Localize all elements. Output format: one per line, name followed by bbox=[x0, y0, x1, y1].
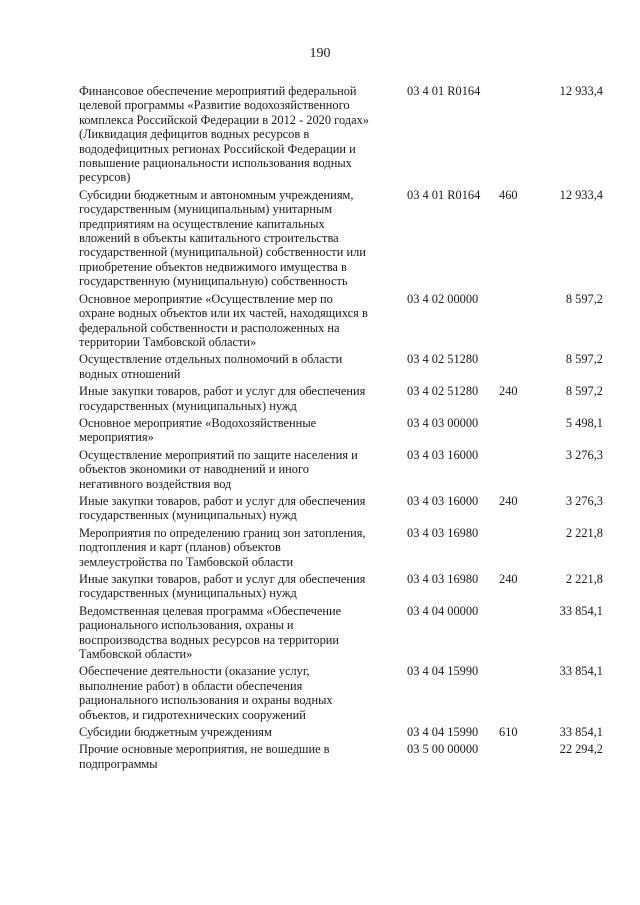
target-article-code: 03 4 03 00000 bbox=[407, 415, 479, 430]
item-name: Основное мероприятие «Водохозяйственные мероприятия» bbox=[79, 415, 317, 445]
target-article-code: 03 4 04 15990 bbox=[407, 725, 479, 740]
target-article-code: 03 4 01 R0164 bbox=[407, 187, 481, 202]
target-article-code: 03 4 03 16980 bbox=[407, 572, 479, 586]
target-article-code: 03 4 02 51280 bbox=[407, 384, 479, 399]
table-row bbox=[79, 526, 603, 569]
item-name: Иные закупки товаров, работ и услуг для обеспечения государственных (муниципальных) нужд bbox=[79, 493, 366, 523]
item-name: Осуществление мероприятий по защите населения и объектов экономики от наводнений и иного негативного воздействия вод bbox=[79, 447, 358, 491]
table-row bbox=[79, 664, 603, 722]
table-row bbox=[79, 416, 603, 445]
amount: 8 597,2 bbox=[565, 291, 603, 306]
target-article-code: 03 4 03 16980 bbox=[407, 525, 479, 540]
target-article-code: 03 4 02 00000 bbox=[407, 291, 479, 306]
item-name: Обеспечение деятельности (оказание услуг, выполнение работ) в области обеспечения рационального использования и охраны водных объектов, и гидротехнических сооружений bbox=[79, 664, 333, 722]
table-row bbox=[79, 742, 603, 771]
amount: 33 854,1 bbox=[559, 603, 603, 618]
table-row bbox=[79, 494, 603, 523]
amount: 3 276,3 bbox=[565, 447, 603, 462]
item-name: Мероприятия по определению границ зон затопления, подтопления и карт (планов) объектов землеустройства по Тамбовской области bbox=[79, 525, 366, 569]
item-name: Финансовое обеспечение мероприятий федеральной целевой программы «Развитие водохозяйственного комплекса Российской Федерации в 2012 - 2020 годах» (Ликвидация дефицитов водных ресурсов в вододефицитных регионах Российской Федерации и повышение рациональности использования водных ресурсов) bbox=[79, 84, 369, 185]
amount: 12 933,4 bbox=[559, 84, 603, 98]
table-row bbox=[79, 352, 603, 381]
target-article-code: 03 4 04 15990 bbox=[407, 664, 479, 679]
amount: 33 854,1 bbox=[559, 725, 603, 740]
target-article-code: 03 4 03 16000 bbox=[407, 493, 479, 508]
amount: 22 294,2 bbox=[559, 742, 603, 757]
expense-type-code: 240 bbox=[499, 572, 518, 586]
amount: 12 933,4 bbox=[559, 187, 603, 202]
item-name: Иные закупки товаров, работ и услуг для обеспечения государственных (муниципальных) нужд bbox=[79, 384, 366, 413]
amount: 8 597,2 bbox=[565, 384, 603, 399]
item-name: Осуществление отдельных полномочий в области водных отношений bbox=[79, 352, 343, 381]
table-row bbox=[79, 384, 603, 413]
item-name: Субсидии бюджетным и автономным учреждениям, государственным (муниципальным) унитарным предприятиям на осуществление капитальных вложений в объекты капитального строительства государственной (муниципальной) собственности или приобретение объектов недвижимого имущества в государственную (муниципальную) собственность bbox=[79, 187, 366, 289]
amount: 33 854,1 bbox=[559, 664, 603, 679]
page-number: 190 bbox=[309, 46, 331, 61]
target-article-code: 03 4 03 16000 bbox=[407, 447, 479, 462]
item-name: Иные закупки товаров, работ и услуг для обеспечения государственных (муниципальных) нужд bbox=[79, 572, 366, 601]
table-row bbox=[79, 604, 603, 662]
table-row bbox=[79, 572, 603, 601]
amount: 2 221,8 bbox=[565, 572, 603, 586]
expense-type-code: 240 bbox=[499, 493, 518, 508]
table-row bbox=[79, 188, 603, 289]
table-row bbox=[79, 292, 603, 350]
target-article-code: 03 4 02 51280 bbox=[407, 352, 479, 367]
expense-type-code: 240 bbox=[499, 384, 518, 399]
target-article-code: 03 4 01 R0164 bbox=[407, 84, 481, 98]
item-name: Основное мероприятие «Осуществление мер по охране водных объектов или их частей, находящихся в федеральной собственности и расположенных на территории Тамбовской области» bbox=[79, 291, 368, 349]
budget-table bbox=[79, 84, 603, 774]
table-row bbox=[79, 725, 603, 739]
expense-type-code: 460 bbox=[499, 187, 518, 202]
target-article-code: 03 5 00 00000 bbox=[407, 742, 479, 757]
table-row bbox=[79, 448, 603, 491]
item-name: Прочие основные мероприятия, не вошедшие в подпрограммы bbox=[79, 742, 330, 771]
target-article-code: 03 4 04 00000 bbox=[407, 603, 479, 618]
amount: 3 276,3 bbox=[565, 493, 603, 508]
item-name: Субсидии бюджетным учреждениям bbox=[79, 725, 272, 740]
amount: 5 498,1 bbox=[565, 415, 603, 430]
amount: 8 597,2 bbox=[565, 352, 603, 367]
expense-type-code: 610 bbox=[499, 725, 518, 740]
amount: 2 221,8 bbox=[565, 525, 603, 540]
item-name: Ведомственная целевая программа «Обеспечение рационального использования, охраны и воспроизводства водных ресурсов на территории Тамбовской области» bbox=[79, 603, 342, 662]
table-row bbox=[79, 84, 603, 185]
